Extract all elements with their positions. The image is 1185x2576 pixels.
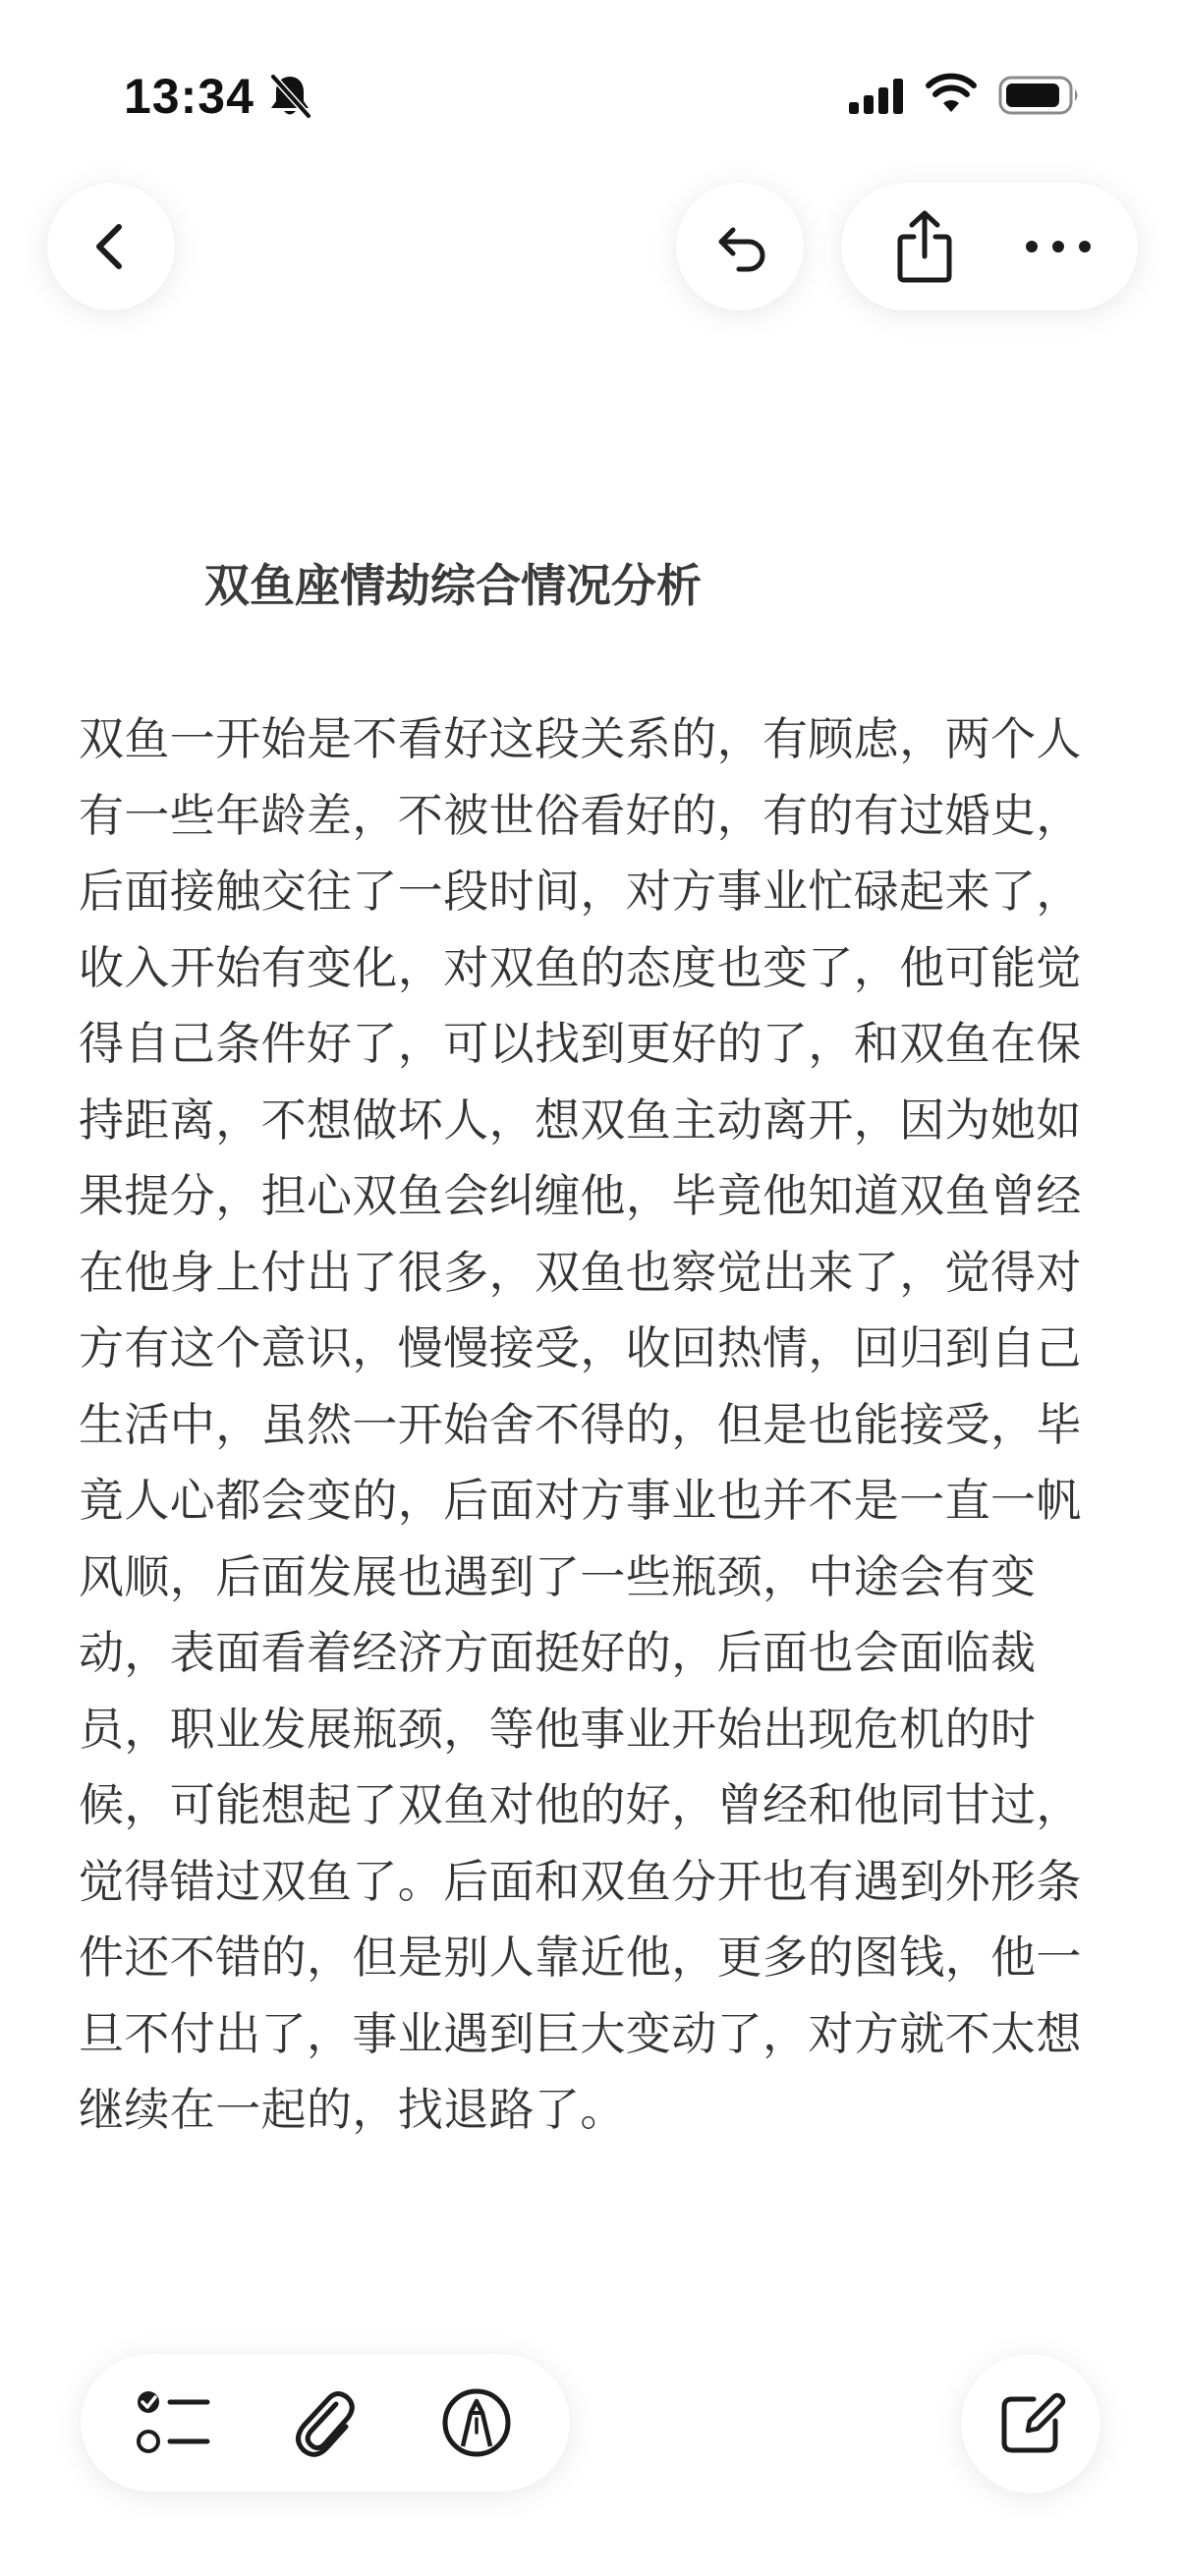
- attach-button[interactable]: [271, 2369, 379, 2477]
- wifi-icon: [926, 73, 977, 114]
- bell-slash-icon: [267, 73, 312, 120]
- markup-button[interactable]: [423, 2369, 531, 2477]
- note-title[interactable]: 双鱼座情劫综合情况分析: [204, 559, 702, 612]
- battery-icon: [998, 75, 1081, 116]
- compose-button[interactable]: [961, 2354, 1100, 2493]
- back-button[interactable]: [47, 183, 175, 310]
- note-body[interactable]: 双鱼一开始是不看好这段关系的，有顾虑，两个人有一些年龄差，不被世俗看好的，有的有过婚史，后面接触交往了一段时间，对方事业忙碌起来了，收入开始有变化，对双鱼的态度也变了，他可能觉得自己条件好了，可以找到更好的了，和双鱼在保持距离，不想做坏人，想双鱼主动离开，因为她如果提分，担心双鱼会纠缠他，毕竟他知道双鱼曾经在他身上付出了很多，双鱼也察觉出来了，觉得对方有这个意识，慢慢接受，收回热情，回归到自己生活中，虽然一开始舍不得的，但是也能接受，毕竟人心都会变的，后面对方事业也并不是一直一帆风顺，后面发展也遇到了一些瓶颈，中途会有变动，表面看着经济方面挺好的，后面也会面临裁员，职业发展瓶颈，等他事业开始出现危机的时候，可能想起了双鱼对他的好，曾经和他同甘过，觉得错过双鱼了。后面和双鱼分开也有遇到外形条件还不错的，但是别人靠近他，更多的图钱，他一旦不付出了，事业遇到巨大变动了，对方就不太想继续在一起的，找退路了。: [79, 712, 1082, 2136]
- share-icon: [890, 207, 959, 286]
- compose-icon: [994, 2387, 1067, 2460]
- more-icon: [1024, 237, 1093, 256]
- share-button[interactable]: [880, 202, 969, 291]
- markup-pen-icon: [439, 2385, 514, 2460]
- paperclip-icon: [291, 2384, 360, 2461]
- undo-icon: [705, 212, 774, 281]
- signal-icon: [849, 79, 906, 114]
- more-button[interactable]: [1014, 202, 1102, 291]
- bottom-toolbar: [81, 2354, 570, 2492]
- checklist-icon: [135, 2386, 213, 2459]
- undo-button[interactable]: [676, 183, 804, 310]
- status-time: 13:34: [124, 69, 254, 124]
- share-more-group: [841, 183, 1138, 310]
- checklist-button[interactable]: [120, 2369, 228, 2477]
- chevron-left-icon: [82, 217, 141, 276]
